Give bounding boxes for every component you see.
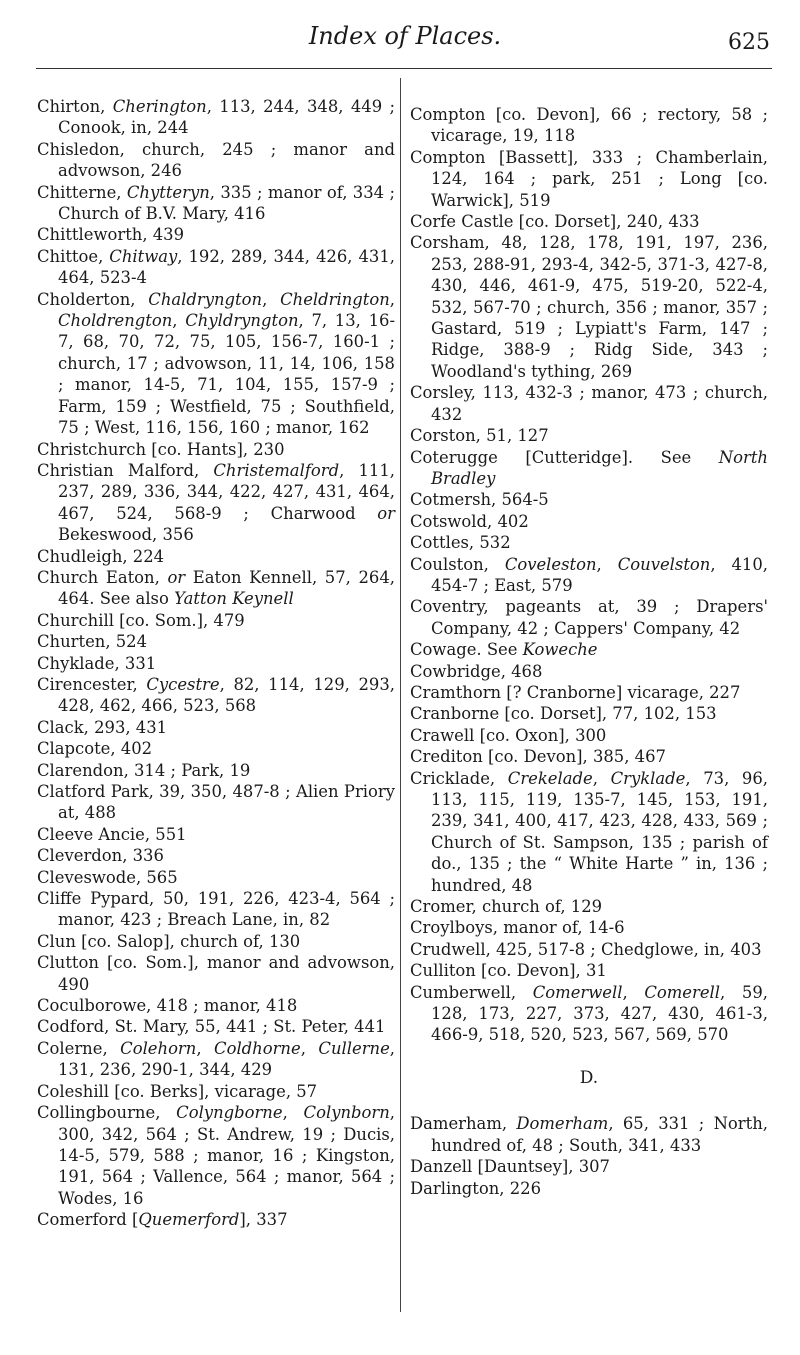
- index-entry: [37, 760, 395, 781]
- entry-text: ,: [196, 1038, 215, 1058]
- entry-text: Chisledon, church, 245 ; manor and advowson, 246: [37, 139, 395, 181]
- index-entry: [410, 939, 768, 960]
- column-divider: [400, 78, 401, 1312]
- entry-text: Croylboys, manor of, 14-6: [410, 918, 625, 938]
- entry-variant-italic: Cryklade: [610, 768, 686, 788]
- index-entry: [410, 596, 768, 639]
- index-entry: [410, 532, 768, 553]
- entry-text: Cowage. See: [410, 640, 523, 660]
- entry-text: Clarendon, 314 ; Park, 19: [37, 760, 251, 780]
- entry-text: Clun [co. Salop], church of, 130: [37, 931, 301, 951]
- entry-variant-italic: Chaldryngton: [148, 289, 263, 309]
- entry-variant-italic: Cherington: [112, 97, 207, 116]
- page-number: 625: [728, 30, 770, 55]
- entry-variant-italic: Choldrengton: [58, 311, 173, 331]
- entry-text: Cromer, church of, 129: [410, 897, 603, 917]
- entry-text: , 65, 331 ; North, hundred of, 48 ; South, 341, 433: [431, 1114, 768, 1155]
- index-entry: [37, 546, 395, 567]
- entry-text: Chitterne,: [37, 182, 127, 202]
- entry-text: Codford, St. Mary, 55, 441 ; St. Peter, 441: [37, 1017, 386, 1037]
- entry-variant-italic: Yatton Keynell: [174, 589, 294, 609]
- entry-text: ,: [596, 554, 618, 574]
- entry-text: Crawell [co. Oxon], 300: [410, 725, 607, 745]
- entry-text: Clack, 293, 431: [37, 717, 168, 737]
- entry-text: Eaton Kennell, 57, 264, 464. See also: [58, 567, 395, 609]
- index-entry: [410, 982, 768, 1046]
- entry-variant-italic: Colynborn: [303, 1103, 390, 1123]
- index-entry: [37, 1081, 395, 1102]
- entry-text: Bekeswood, 356: [58, 525, 194, 545]
- entry-text: Cirencester,: [37, 674, 147, 694]
- entry-text: Cleveswode, 565: [37, 867, 178, 887]
- entry-variant-italic: Domerham: [516, 1114, 609, 1134]
- entry-text: , 410, 454-7 ; East, 579: [431, 554, 768, 595]
- entry-variant-italic: Chyldryngton: [185, 311, 299, 331]
- entry-text: Cricklade,: [410, 768, 508, 788]
- index-entry: [37, 96, 395, 139]
- entry-text: , 300, 342, 564 ; St. Andrew, 19 ; Ducis, 14-5, 579, 588 ; manor, 16 ; Kingston, 191, 564 ; Vallence, 564 ; manor, 564 ; Wodes, 16: [58, 1103, 395, 1208]
- section-heading-d: D.: [579, 1067, 599, 1088]
- index-entry: [410, 211, 768, 232]
- entry-text: Church Eaton,: [37, 567, 168, 587]
- index-entry: [410, 682, 768, 703]
- entry-variant-italic: Koweche: [522, 640, 598, 660]
- index-entry: [37, 439, 395, 460]
- index-entry: [410, 703, 768, 724]
- index-entry: [410, 917, 768, 938]
- left-column: [37, 96, 395, 1231]
- entry-variant-italic: Colehorn: [120, 1038, 197, 1058]
- index-entry: [37, 460, 395, 546]
- index-entry: [37, 1038, 395, 1081]
- entry-text: Chudleigh, 224: [37, 546, 165, 566]
- index-entry: [410, 896, 768, 917]
- right-entries-c: [410, 104, 768, 1046]
- index-entry: [37, 824, 395, 845]
- entry-text: , 131, 236, 290-1, 344, 429: [58, 1038, 395, 1080]
- entry-text: Cotswold, 402: [410, 511, 529, 531]
- index-entry: [410, 661, 768, 682]
- index-entry: [410, 554, 768, 597]
- entry-variant-italic: Coveleston: [504, 554, 597, 574]
- entry-text: Chirton,: [37, 97, 113, 116]
- entry-variant-italic: Cycestre: [146, 674, 220, 694]
- index-entry: [410, 768, 768, 896]
- entry-text: Cotmersh, 564-5: [410, 490, 549, 510]
- entry-text: Damerham,: [410, 1114, 517, 1134]
- entry-text: Coulston,: [410, 554, 505, 574]
- index-entry: [37, 995, 395, 1016]
- entry-variant-italic: Comerwell: [532, 982, 623, 1002]
- entry-variant-italic: Chitway: [109, 246, 178, 266]
- entry-text: Cholderton,: [37, 289, 149, 309]
- entry-variant-italic: Colyngborne: [176, 1103, 283, 1123]
- entry-text: , 82, 114, 129, 293, 428, 462, 466, 523, 568: [58, 674, 395, 716]
- index-entry: [37, 653, 395, 674]
- index-entry: [410, 425, 768, 446]
- entry-text: ,: [622, 982, 645, 1002]
- entry-text: , 111, 237, 289, 336, 344, 422, 427, 431, 464, 467, 524, 568-9 ; Charwood: [58, 460, 395, 523]
- entry-text: Cowbridge, 468: [410, 661, 543, 681]
- index-entry: [410, 1113, 768, 1156]
- entry-text: Culliton [co. Devon], 31: [410, 961, 607, 981]
- entry-text: , 73, 96, 113, 115, 119, 135-7, 145, 153, 191, 239, 341, 400, 417, 423, 428, 433, 569 ; Church of St. Sampson, 135 ; parish of do., 135 ; the “ White Harte ” in, 136 ; hundred, 48: [431, 768, 768, 895]
- index-entry: [37, 738, 395, 759]
- entry-text: Clutton [co. Som.], manor and advowson, 490: [37, 953, 395, 994]
- entry-text: Colerne,: [37, 1038, 121, 1058]
- index-entry: [410, 639, 768, 660]
- index-entry: [410, 746, 768, 767]
- entry-text: , 335 ; manor of, 334 ; Church of B.V. Mary, 416: [58, 182, 395, 224]
- entry-text: Churchill [co. Som.], 479: [37, 610, 245, 630]
- entry-variant-italic: Crekelade: [507, 768, 593, 788]
- index-entry: [37, 289, 395, 439]
- entry-text: Cliffe Pypard, 50, 191, 226, 423-4, 564 ; manor, 423 ; Breach Lane, in, 82: [37, 889, 395, 930]
- index-entry: [410, 489, 768, 510]
- running-title: Index of Places.: [308, 22, 502, 50]
- index-entry: [37, 717, 395, 738]
- index-entry: [410, 147, 768, 211]
- entry-text: Chittoe,: [37, 246, 110, 266]
- right-entries-d: [410, 1113, 768, 1199]
- entry-variant-italic: Comerell: [644, 982, 721, 1002]
- index-entry: [37, 674, 395, 717]
- entry-text: Compton [Bassett], 333 ; Chamberlain, 124, 164 ; park, 251 ; Long [co. Warwick], 519: [410, 147, 768, 210]
- right-column: [410, 104, 768, 1199]
- entry-text: ,: [389, 289, 395, 309]
- entry-text: Danzell [Dauntsey], 307: [410, 1157, 610, 1177]
- entry-text: Darlington, 226: [410, 1178, 541, 1198]
- entry-variant-italic: Coldhorne: [214, 1038, 301, 1058]
- entry-text: Cleverdon, 336: [37, 846, 164, 866]
- entry-text: , 59, 128, 173, 227, 373, 427, 430, 461-3, 466-9, 518, 520, 523, 567, 569, 570: [431, 982, 768, 1045]
- index-entry: [37, 931, 395, 952]
- index-entry: [37, 888, 395, 931]
- index-entry: [410, 104, 768, 147]
- entry-text: ], 337: [239, 1210, 288, 1230]
- entry-variant-italic: or: [167, 567, 186, 587]
- index-entry: [37, 845, 395, 866]
- index-entry: [410, 960, 768, 981]
- entry-text: Clapcote, 402: [37, 739, 153, 759]
- entry-variant-italic: Couvelston: [617, 554, 711, 574]
- entry-text: Compton [co. Devon], 66 ; rectory, 58 ; vicarage, 19, 118: [410, 105, 768, 146]
- entry-text: ,: [300, 1038, 319, 1058]
- entry-variant-italic: or: [377, 503, 395, 523]
- header-rule: [36, 68, 772, 69]
- index-entry: [37, 567, 395, 610]
- index-entry: [410, 232, 768, 382]
- entry-text: Corfe Castle [co. Dorset], 240, 433: [410, 212, 700, 232]
- index-entry: [37, 224, 395, 245]
- entry-variant-italic: Cullerne: [318, 1038, 390, 1058]
- index-entry: [410, 1156, 768, 1177]
- entry-text: Chyklade, 331: [37, 653, 157, 673]
- entry-text: Cottles, 532: [410, 533, 511, 553]
- entry-text: Coventry, pageants at, 39 ; Drapers' Company, 42 ; Cappers' Company, 42: [410, 597, 768, 638]
- entry-text: , 113, 244, 348, 449 ; Conook, in, 244: [58, 97, 395, 138]
- index-entry: [410, 511, 768, 532]
- entry-text: Clatford Park, 39, 350, 487-8 ; Alien Priory at, 488: [37, 782, 395, 823]
- entry-text: ,: [262, 289, 281, 309]
- entry-text: Chittleworth, 439: [37, 225, 185, 245]
- index-entry: [37, 139, 395, 182]
- entry-text: Christchurch [co. Hants], 230: [37, 439, 285, 459]
- entry-variant-italic: Cheldrington: [280, 289, 390, 309]
- index-entry: [37, 1102, 395, 1209]
- index-entry: [37, 1016, 395, 1037]
- index-entry: [37, 1209, 395, 1230]
- index-entry: [37, 952, 395, 995]
- entry-variant-italic: Quemerford: [138, 1210, 240, 1230]
- index-entry: [37, 182, 395, 225]
- index-entry: [37, 867, 395, 888]
- entry-text: Comerford [: [37, 1210, 139, 1230]
- index-entry: [410, 447, 768, 490]
- entry-text: ,: [592, 768, 611, 788]
- entry-text: , 7, 13, 16-7, 68, 70, 72, 75, 105, 156-7, 160-1 ; church, 17 ; advowson, 11, 14, 106, 158 ; manor, 14-5, 71, 104, 155, 157-9 ; Farm, 159 ; Westfield, 75 ; Southfield, 75 ; West, 116, 156, 160 ; manor, 162: [58, 311, 395, 438]
- entry-text: Corston, 51, 127: [410, 426, 549, 446]
- entry-text: , 192, 289, 344, 426, 431, 464, 523-4: [58, 246, 395, 288]
- index-entry: [37, 610, 395, 631]
- entry-text: Cramthorn [? Cranborne] vicarage, 227: [410, 682, 741, 702]
- index-entry: [410, 382, 768, 425]
- entry-text: Crediton [co. Devon], 385, 467: [410, 747, 666, 767]
- entry-text: Corsley, 113, 432-3 ; manor, 473 ; church, 432: [410, 383, 768, 424]
- entry-text: Christian Malford,: [37, 460, 214, 480]
- entry-variant-italic: North Bradley: [431, 447, 768, 488]
- entry-text: ,: [172, 311, 186, 331]
- entry-variant-italic: Chytteryn: [126, 182, 210, 202]
- index-entry: [37, 631, 395, 652]
- index-entry: [410, 1178, 768, 1199]
- entry-text: Coculborowe, 418 ; manor, 418: [37, 996, 298, 1016]
- entry-text: Crudwell, 425, 517-8 ; Chedglowe, in, 403: [410, 939, 762, 959]
- index-entry: [37, 246, 395, 289]
- entry-text: Cleeve Ancie, 551: [37, 824, 187, 844]
- entry-text: Collingbourne,: [37, 1103, 177, 1123]
- entry-variant-italic: Christemalford: [213, 460, 340, 480]
- entry-text: ,: [282, 1103, 304, 1123]
- index-entry: [37, 781, 395, 824]
- entry-text: Cranborne [co. Dorset], 77, 102, 153: [410, 704, 717, 724]
- entry-text: Coleshill [co. Berks], vicarage, 57: [37, 1081, 318, 1101]
- index-entry: [410, 725, 768, 746]
- entry-text: Coterugge [Cutteridge]. See: [410, 447, 719, 467]
- entry-text: Churten, 524: [37, 632, 148, 652]
- entry-text: Cumberwell,: [410, 982, 533, 1002]
- entry-text: Corsham, 48, 128, 178, 191, 197, 236, 253, 288-91, 293-4, 342-5, 371-3, 427-8, 430, 446, 461-9, 475, 519-20, 522-4, 532, 567-70 ; church, 356 ; manor, 357 ; Gastard, 519 ; Lypiatt's Farm, 147 ; Ridge, 388-9 ; Ridg Side, 343 ; Woodland's tything, 269: [410, 233, 768, 381]
